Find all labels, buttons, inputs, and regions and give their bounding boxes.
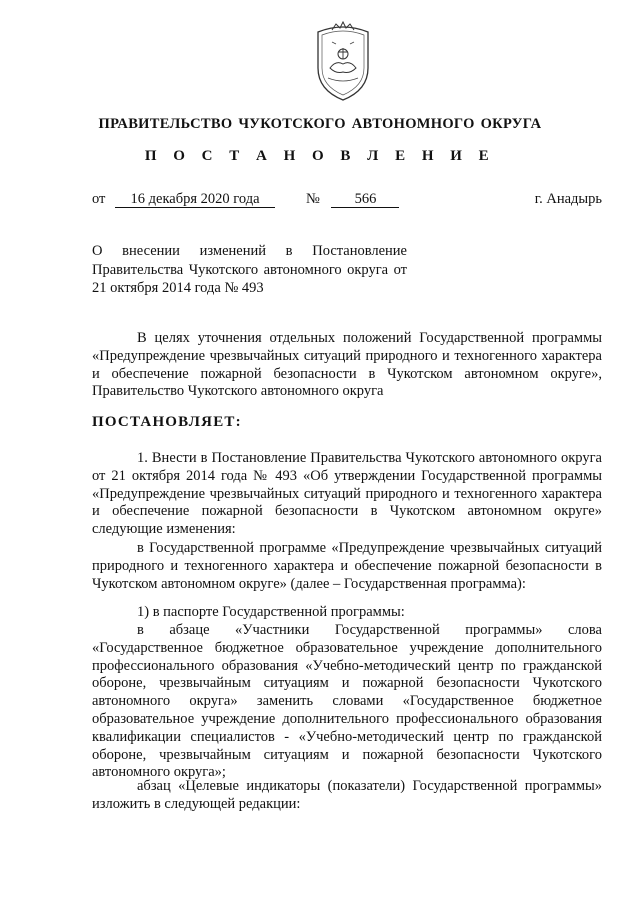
preamble: В целях уточнения отдельных положений Государственной программы «Предупреждение чрезвычайных ситуаций природного и техногенного характера и обеспечение пожарной безопасности в Чукотском автономном округе», Правительство Чукотского автономного округа (92, 330, 602, 400)
document-type: П О С Т А Н О В Л Е Н И Е (144, 148, 496, 164)
number-value: 566 (331, 191, 399, 208)
government-title: ПРАВИТЕЛЬСТВО ЧУКОТСКОГО АВТОНОМНОГО ОКРУГА (98, 116, 542, 132)
date-value: 16 декабря 2020 года (115, 191, 275, 208)
paragraph-5: абзац «Целевые индикаторы (показатели) Государственной программы» изложить в следующей редакции: (92, 778, 602, 812)
number-field (306, 190, 399, 208)
resolves-heading: ПОСТАНОВЛЯЕТ: (92, 414, 242, 430)
number-prefix: № (306, 191, 320, 207)
coat-of-arms-emblem (310, 18, 376, 104)
document-subject: О внесении изменений в Постановление Правительства Чукотского автономного округа от 21 октября 2014 года № 493 (92, 243, 407, 296)
date-field (92, 190, 275, 208)
date-prefix: от (92, 191, 106, 207)
paragraph-2: в Государственной программе «Предупреждение чрезвычайных ситуаций природного и техногенного характера и обеспечение пожарной безопасности в Чукотском автономном округе» (далее – Государственная программа): (92, 540, 602, 592)
paragraph-4: в абзаце «Участники Государственной программы» слова «Государственное бюджетное образовательное учреждение дополнительного профессионального образования «Учебно-методический центр по гражданской обороне, чрезвычайным ситуациям и пожарной безопасности Чукотского автономного округа» заменить словами «Государственное бюджетное образовательное учреждение дополнительного профессионального образования квалификации специалистов - «Учебно-методический центр по гражданской обороне, чрезвычайным ситуациям и пожарной безопасности Чукотского автономного округа»; (92, 622, 602, 781)
paragraph-1: 1. Внести в Постановление Правительства Чукотского автономного округа от 21 октября 2014 года № 493 «Об утверждении Государственной программы «Предупреждение чрезвычайных ситуаций природного и техногенного характера и обеспечение пожарной безопасности в Чукотском автономном округе» следующие изменения: (92, 450, 602, 538)
city: г. Анадырь (534, 191, 602, 207)
paragraph-3: 1) в паспорте Государственной программы: (137, 604, 405, 620)
